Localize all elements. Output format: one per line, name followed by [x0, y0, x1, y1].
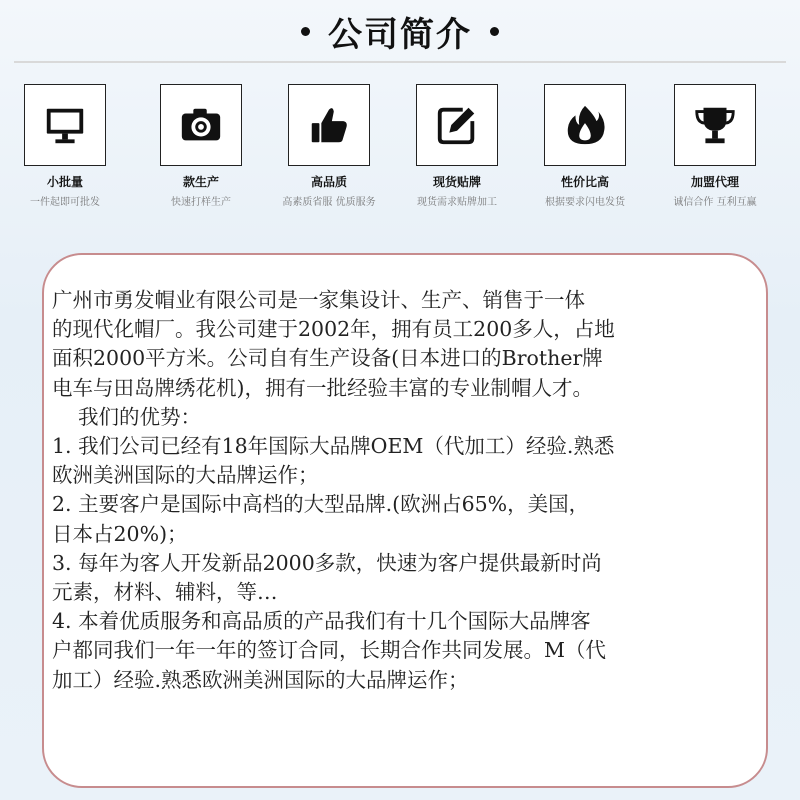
advantage-line: 元素，材料、辅料，等… — [52, 580, 278, 605]
monitor-icon — [42, 102, 88, 148]
feature-title: 高品质 — [310, 175, 347, 189]
feature-subtitle: 根据要求闪电发货 — [545, 197, 625, 208]
feature-icon-box — [416, 84, 498, 166]
left-dot-icon — [301, 27, 310, 36]
advantage-line: 日本占20%)； — [52, 521, 188, 546]
feature-icon-box — [24, 84, 106, 166]
feature-title: 性价比高 — [560, 175, 609, 189]
advantage-line: 2. 主要客户是国际中高档的大型品牌.(欧洲占65%，美国， — [52, 492, 590, 517]
feature-subtitle: 诚信合作 互利互赢 — [673, 197, 757, 208]
feature-title: 小批量 — [46, 175, 83, 189]
feature-icon-box — [160, 84, 242, 166]
feature-subtitle: 高素质省服 优质服务 — [282, 197, 376, 208]
edit-icon — [434, 102, 480, 148]
feature-subtitle: 一件起即可批发 — [30, 197, 100, 208]
header-divider — [14, 61, 786, 63]
feature-item-small-batch — [0, 84, 130, 208]
flame-icon — [562, 102, 608, 148]
advantage-line: 欧洲美洲国际的大品牌运作； — [52, 463, 319, 488]
advantage-line: 3. 每年为客人开发新品2000多款，快速为客户提供最新时尚 — [52, 550, 602, 575]
feature-icon-box — [288, 84, 370, 166]
advantage-line: 加工）经验.熟悉欧洲美洲国际的大品牌运作； — [52, 667, 469, 692]
advantage-line: 户都同我们一年一年的签订合同，长期合作共同发展。M（代 — [52, 638, 606, 663]
section-header — [0, 6, 800, 56]
intro-line: 面积2000平方米。公司自有生产设备(日本进口的Brother牌 — [52, 346, 603, 371]
intro-line: 的现代化帽厂。我公司建于2002年，拥有员工200多人，占地 — [52, 317, 615, 342]
feature-title: 现货贴牌 — [432, 175, 481, 189]
trophy-icon — [692, 102, 738, 148]
camera-icon — [178, 102, 224, 148]
feature-title: 款生产 — [182, 175, 219, 189]
feature-subtitle: 快速打样生产 — [171, 197, 231, 208]
intro-line: 电车与田岛牌绣花机)，拥有一批经验丰富的专业制帽人才。 — [52, 375, 593, 400]
right-dot-icon — [490, 27, 499, 36]
feature-item-quality — [264, 84, 394, 208]
feature-item-value — [520, 84, 650, 208]
advantage-line: 4. 本着优质服务和高品质的产品我们有十几个国际大品牌客 — [52, 609, 591, 634]
feature-item-production — [136, 84, 266, 208]
section-title: 公司简介 — [328, 14, 472, 55]
feature-icon-box — [544, 84, 626, 166]
feature-title: 加盟代理 — [690, 175, 739, 189]
thumbs-up-icon — [306, 102, 352, 148]
feature-item-franchise — [650, 84, 780, 208]
feature-list — [0, 84, 800, 214]
feature-subtitle: 现货需求贴牌加工 — [417, 197, 497, 208]
advantage-line: 1. 我们公司已经有18年国际大品牌OEM（代加工）经验.熟悉 — [52, 434, 615, 459]
intro-line: 广州市勇发帽业有限公司是一家集设计、生产、销售于一体 — [52, 288, 585, 312]
intro-text — [52, 286, 752, 695]
advantages-heading: 我们的优势： — [78, 404, 201, 429]
feature-item-oem — [392, 84, 522, 208]
feature-icon-box — [674, 84, 756, 166]
